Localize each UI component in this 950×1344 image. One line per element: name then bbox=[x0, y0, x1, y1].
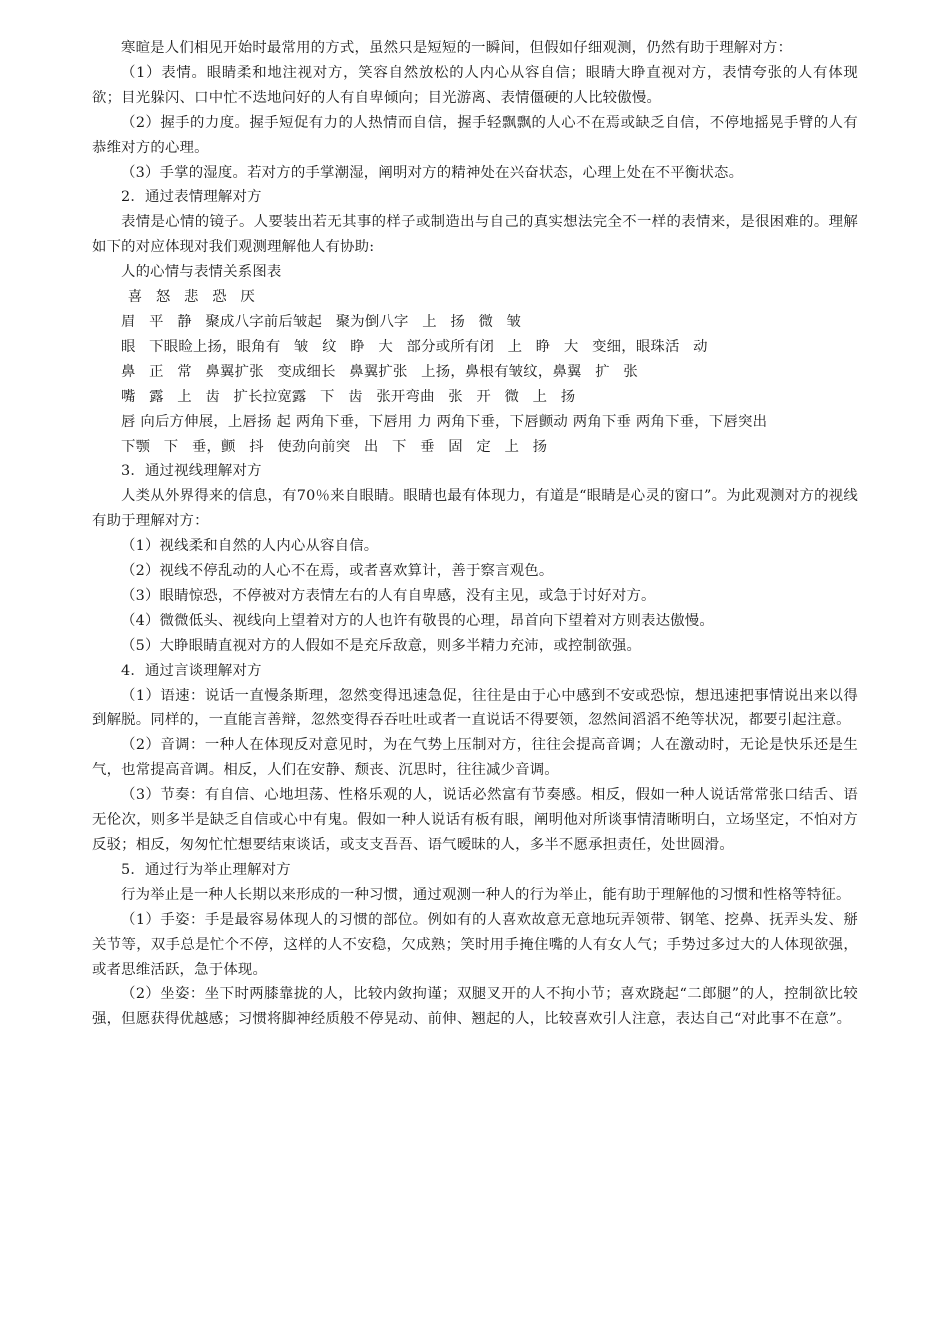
paragraph-20: （4）微微低头、视线向上望着对方的人也许有敬畏的心理，昂首向下望着对方则表达傲慢。 bbox=[121, 612, 714, 629]
paragraph-26: 5．通过行为举止理解对方 bbox=[121, 861, 291, 878]
paragraph-8: 喜 怒 悲 恐 厌 bbox=[121, 289, 255, 306]
paragraph-19: （3）眼睛惊恐，不停被对方表情左右的人有自卑感，没有主见，或急于讨好对方。 bbox=[121, 587, 656, 604]
paragraph-27: 行为举止是一种人长期以来形成的一种习惯，通过观测一种人的行为举止，能有助于理解他的习惯和性格等特征。 bbox=[121, 886, 851, 903]
paragraph-2: （1）表情。眼睛柔和地注视对方，笑容自然放松的人内心从容自信；眼睛大睁直视对方，表情夸张的人有体现欲；目光躲闪、口中忙不迭地问好的人有自卑倾向；目光游离、表情僵硬的人比较傲慢。 bbox=[92, 64, 858, 106]
paragraph-16: 人类从外界得来的信息，有70％来自眼睛。眼睛也最有体现力，有道是“眼睛是心灵的窗口”。为此观测对方的视线有助于理解对方： bbox=[92, 488, 858, 530]
paragraph-6: 表情是心情的镜子。人要装出若无其事的样子或制造出与自己的真实想法完全不一样的表情来，是很困难的。理解如下的对应体现对我们观测理解他人有协助: bbox=[92, 214, 858, 256]
paragraph-3: （2）握手的力度。握手短促有力的人热情而自信，握手轻飘飘的人心不在焉或缺乏自信，不停地摇晃手臂的人有恭维对方的心理。 bbox=[92, 114, 858, 156]
paragraph-28: （1）手姿：手是最容易体现人的习惯的部位。例如有的人喜欢故意无意地玩弄领带、钢笔、挖鼻、抚弄头发、掰关节等，双手总是忙个不停，这样的人不安稳，欠成熟；笑时用手掩住嘴的人有女人气；手势过多过大的人体现欲强，或者思维活跃，急于体现。 bbox=[92, 911, 858, 978]
paragraph-18: （2）视线不停乱动的人心不在焉，或者喜欢算计，善于察言观色。 bbox=[121, 563, 554, 580]
paragraph-9: 眉 平 静 聚成八字前后皱起 聚为倒八字 上 扬 微 皱 bbox=[121, 313, 522, 330]
paragraph-12: 嘴 露 上 齿 扩长拉宽露 下 齿 张开弯曲 张 开 微 上 扬 bbox=[121, 388, 576, 405]
paragraph-25: （3）节奏：有自信、心地坦荡、性格乐观的人，说话必然富有节奏感。相反，假如一种人说话常常张口结舌、语无伦次，则多半是缺乏自信或心中有鬼。假如一种人说话有板有眼，阐明他对所谈事情清晰明白，立场坚定，不怕对方反驳；相反，匆匆忙忙想要结束谈话，或支支吾吾、语气暧昧的人，多半不愿承担责任，处世圆滑。 bbox=[92, 787, 858, 853]
paragraph-13: 唇 向后方伸展，上唇扬 起 两角下垂，下唇用 力 两角下垂，下唇颤动 两角下垂 两角下垂，下唇突出 bbox=[121, 413, 768, 430]
paragraph-21: （5）大睁眼睛直视对方的人假如不是充斥敌意，则多半精力充沛，或控制欲强。 bbox=[121, 637, 642, 654]
paragraph-17: （1）视线柔和自然的人内心从容自信。 bbox=[121, 538, 379, 555]
paragraph-29: （2）坐姿：坐下时两膝靠拢的人，比较内敛拘谨；双腿叉开的人不拘小节；喜欢跷起“二郎腿”的人，控制欲比较强，但愿获得优越感；习惯将脚神经质般不停晃动、前伸、翘起的人，比较喜欢引人注意，表达自己“对此事不在意”。 bbox=[92, 986, 858, 1028]
paragraph-15: 3．通过视线理解对方 bbox=[121, 463, 262, 480]
paragraph-11: 鼻 正 常 鼻翼扩张 变成细长 鼻翼扩张 上扬，鼻根有皱纹，鼻翼 扩 张 bbox=[121, 363, 638, 380]
paragraph-10: 眼 下眼睑上扬，眼角有 皱 纹 睁 大 部分或所有闭 上 睁 大 变细，眼珠活 动 bbox=[121, 338, 708, 355]
paragraph-24: （2）音调：一种人在体现反对意见时，为在气势上压制对方，往往会提高音调；人在激动时，无论是快乐还是生气，也常提高音调。相反，人们在安静、颓丧、沉思时，往往减少音调。 bbox=[92, 737, 858, 779]
paragraph-22: 4．通过言谈理解对方 bbox=[121, 662, 262, 679]
paragraph-5: 2．通过表情理解对方 bbox=[121, 189, 262, 206]
paragraph-7: 人的心情与表情关系图表 bbox=[121, 264, 282, 281]
paragraph-23: （1）语速：说话一直慢条斯理，忽然变得迅速急促，往往是由于心中感到不安或恐惊，想迅速把事情说出来以得到解脱。同样的，一直能言善辩，忽然变得吞吞吐吐或者一直说话不得要领，忽然间滔滔不绝等状况，都要引起注意。 bbox=[92, 687, 858, 729]
paragraph-14: 下颚 下 垂，颤 抖 使劲向前突 出 下 垂 固 定 上 扬 bbox=[121, 438, 548, 455]
paragraph-1: 寒暄是人们相见开始时最常用的方式，虽然只是短短的一瞬间，但假如仔细观测，仍然有助于理解对方： bbox=[121, 40, 793, 56]
paragraph-4: （3）手掌的湿度。若对方的手掌潮湿，阐明对方的精神处在兴奋状态，心理上处在不平衡状态。 bbox=[121, 164, 744, 181]
